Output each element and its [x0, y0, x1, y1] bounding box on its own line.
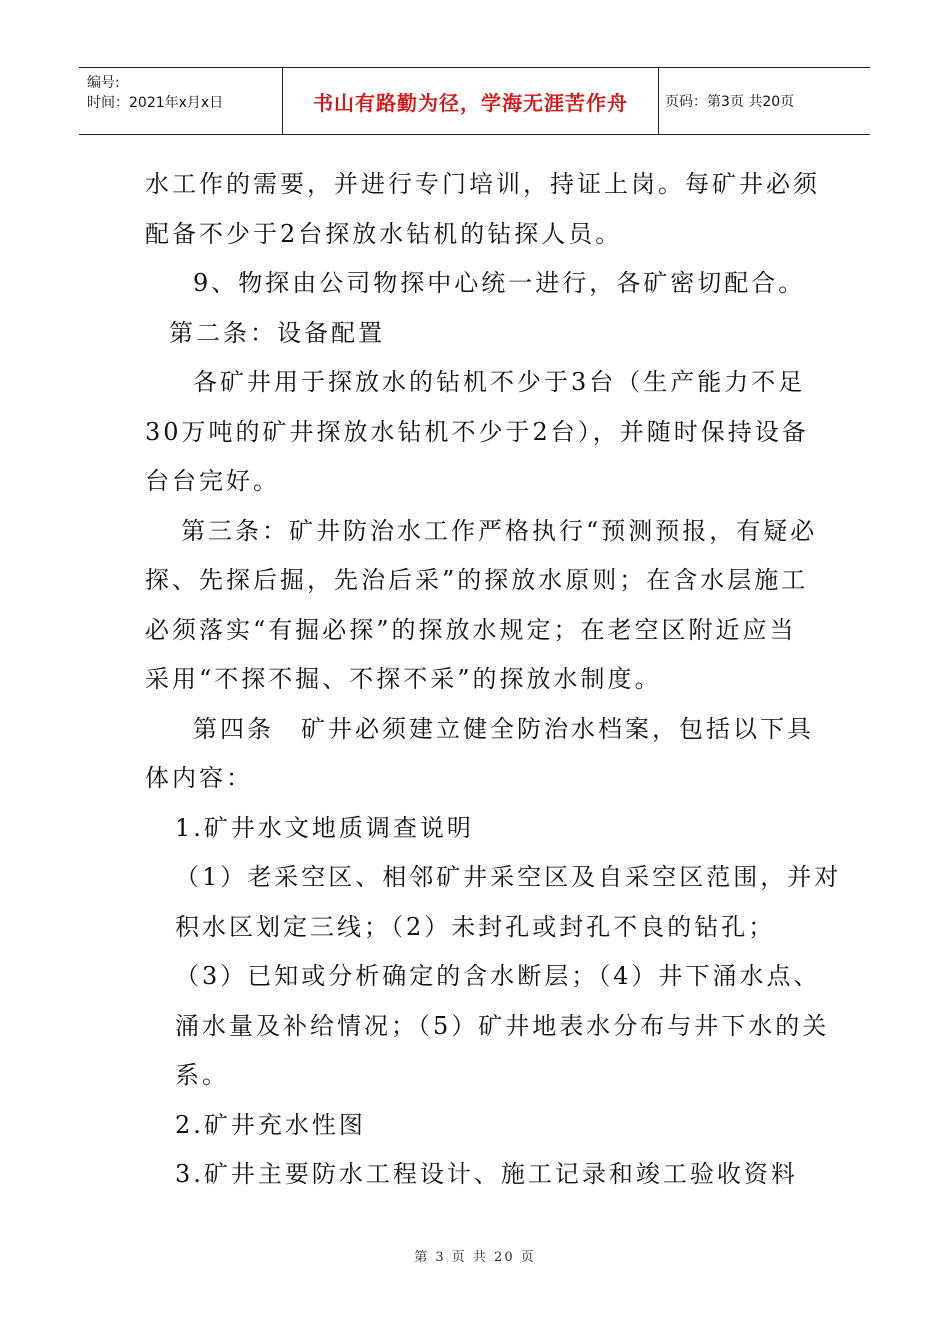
header-page-info: 页码：第3页 共20页	[665, 94, 795, 110]
body-line: 3.矿井主要防水工程设计、施工记录和竣工验收资料	[175, 1160, 798, 1188]
body-line: 各矿井用于探放水的钻机不少于3台（生产能力不足	[193, 368, 806, 396]
body-line: 9、物探由公司物探中心统一进行，各矿密切配合。	[193, 269, 806, 297]
body-line: 探、先探后掘，先治后采”的探放水原则；在含水层施工	[145, 566, 809, 594]
body-line: 必须落实“有掘必探”的探放水规定；在老空区附近应当	[145, 615, 797, 644]
body-line: 积水区划定三线；（2）未封孔或封孔不良的钻孔；	[175, 912, 776, 941]
body-line: 配备不少于2台探放水钻机的钻探人员。	[145, 219, 623, 248]
body-line: 2.矿井充水性图	[175, 1110, 366, 1139]
header-meta	[79, 68, 283, 134]
body-line: （3）已知或分析确定的含水断层；（4）井下涌水点、	[175, 962, 821, 990]
header-slogan: 书山有路勤为径，学海无涯苦作舟	[283, 68, 659, 134]
body-line: 第四条 矿井必须建立健全防治水档案，包括以下具	[193, 714, 814, 743]
document-time-label: 时间：2021年x月x日	[87, 95, 224, 111]
body-line: 体内容：	[145, 764, 253, 792]
document-number-label: 编号:	[87, 75, 120, 91]
body-line: 涌水量及补给情况；（5）矿井地表水分布与井下水的关	[175, 1011, 830, 1040]
body-line: 系。	[175, 1061, 229, 1089]
body-line: 水工作的需要，并进行专门培训，持证上岗。每矿井必须	[145, 170, 820, 198]
body-line: 台台完好。	[145, 467, 280, 495]
page-footer: 第 3 页 共 20 页	[414, 1250, 536, 1265]
body-line: 1.矿井水文地质调查说明	[175, 813, 474, 842]
body-line: 第三条：矿井防治水工作严格执行“预测预报，有疑必	[181, 516, 818, 545]
document-body	[145, 160, 842, 1200]
body-line: 30万吨的矿井探放水钻机不少于2台），并随时保持设备	[145, 417, 809, 446]
body-line: 第二条：设备配置	[169, 318, 385, 347]
page-header	[79, 67, 870, 135]
body-line: （1）老采空区、相邻矿井采空区及自采空区范围，并对	[175, 863, 842, 891]
body-line: 采用“不探不掘、不探不采”的探放水制度。	[145, 665, 662, 693]
